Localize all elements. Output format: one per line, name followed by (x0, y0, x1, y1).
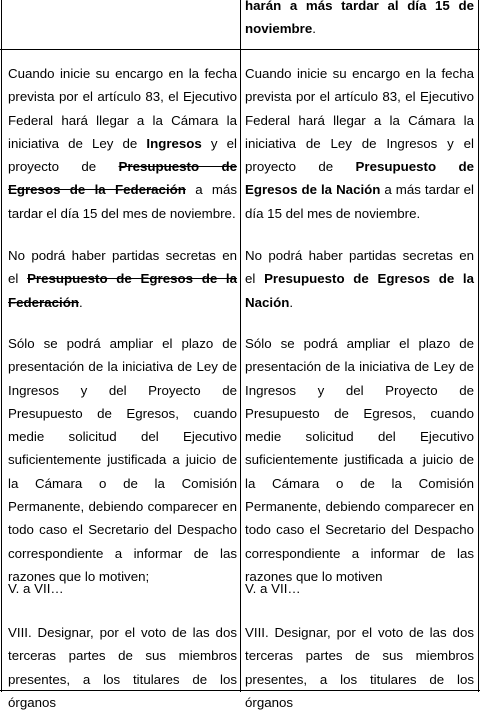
left-p1-text: Cuando inicie su encargo en la fecha prevista por el artículo 83, el Ejecutivo Federal hará llegar a la Cámara la iniciativa de Ley de (8, 66, 237, 151)
left-p1-text-3: a más tardar el día 15 del mes de noviembre. (8, 182, 238, 221)
right-p2-bold-term: Presupuesto de Egresos de la Nación (245, 271, 475, 310)
right-p1-text-2: a más tardar el día 15 del mes de noviembre. (245, 182, 474, 221)
left-p2-text: No podrá haber partidas secretas en el (8, 248, 237, 287)
table-border-middle (240, 0, 241, 692)
left-p1-text-2: y el proyecto de (8, 135, 237, 175)
right-paragraph-1 (245, 62, 474, 225)
left-paragraph-4: V. a VII… (8, 581, 64, 596)
table-border-right (478, 0, 479, 692)
right-paragraph-2 (245, 244, 474, 314)
left-p2-struck-term: Presupuesto de Egresos de la Federación (8, 271, 238, 310)
left-paragraph-1 (8, 62, 237, 225)
right-p2-text: No podrá haber partidas secretas en el (245, 248, 474, 287)
right-column-proposed-text (245, 0, 475, 710)
left-p1-struck-term: Presupuesto de Egresos de la Federación (8, 159, 237, 198)
right-paragraph-4: V. a VII… (245, 581, 301, 596)
left-paragraph-5: VIII. Designar, por el voto de las dos terceras partes de sus miembros presentes, a los titulares de los órganos (8, 625, 237, 710)
left-column-current-text (8, 0, 238, 710)
right-p2-period: . (289, 294, 294, 310)
left-paragraph-3: Sólo se podrá ampliar el plazo de presentación de la iniciativa de Ley de Ingresos y del Proyecto de Presupuesto de Egresos, cuando medie solicitud del Ejecutivo suficientemente justificada a juicio de la Cámara o de la Comisión Permanente, debiendo comparecer en todo caso el Secretario del Despacho correspondiente a informar de las razones que lo motiven; (8, 336, 237, 584)
right-paragraph-5: VIII. Designar, por el voto de las dos terceras partes de sus miembros presentes, a los titulares de los órganos (245, 625, 474, 710)
right-p0-bold-text: harán a más tardar al día 15 de noviembre (245, 0, 474, 37)
left-paragraph-2 (8, 244, 237, 314)
right-p0-period: . (312, 21, 316, 37)
left-p2-period: . (78, 294, 83, 310)
left-p1-bold-ingresos: Ingresos (146, 135, 202, 151)
right-paragraph-3: Sólo se podrá ampliar el plazo de presentación de la iniciativa de Ley de Ingresos y del Proyecto de Presupuesto de Egresos, cuando medie solicitud del Ejecutivo suficientemente justificada a juicio de la Cámara o de la Comisión Permanente, debiendo comparecer en todo caso el Secretario del Despacho correspondiente a informar de las razones que lo motiven (245, 336, 474, 584)
table-border-left (1, 0, 2, 692)
right-p1-text: Cuando inicie su encargo en la fecha prevista por el artículo 83, el Ejecutivo Federal hará llegar a la Cámara la iniciativa de Ley de Ingresos y el proyecto de (245, 66, 474, 175)
right-paragraph-0 (245, 0, 474, 41)
right-p1-bold-term: Presupuesto de Egresos de la Nación (245, 159, 474, 198)
